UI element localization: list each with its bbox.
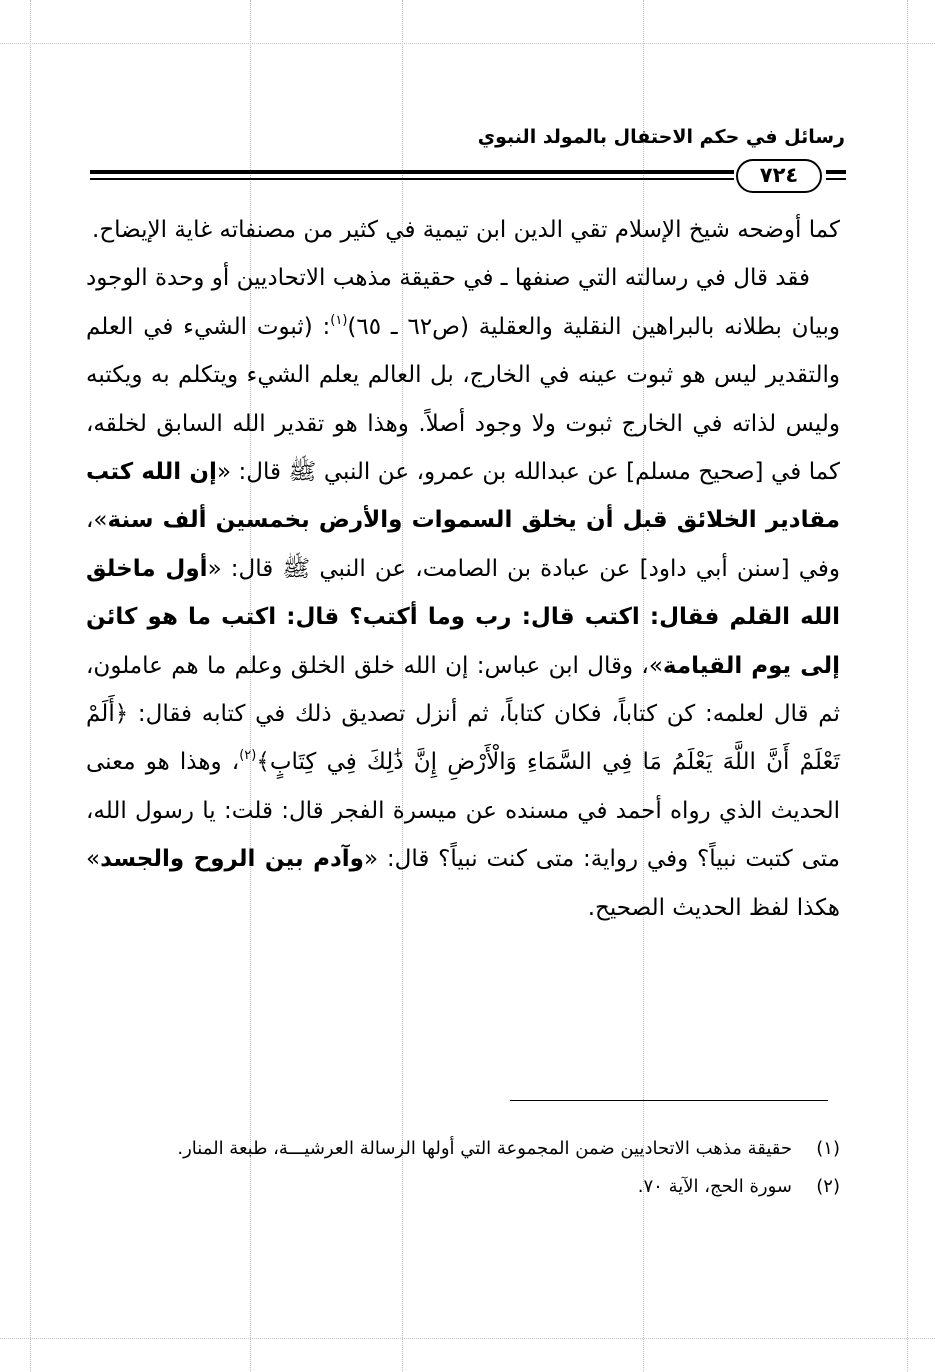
footnote-1 xyxy=(86,1130,840,1168)
header-rule-thin xyxy=(90,178,734,180)
paragraph-1: كما أوضحه شيخ الإسلام تقي الدين ابن تيمية في كثير من مصنفاته غاية الإيضاح. xyxy=(92,217,840,243)
header-rule-thick xyxy=(90,170,734,174)
footnote-number: (١) xyxy=(816,1138,840,1159)
footnote-ref-2: (٢) xyxy=(239,748,257,764)
scan-guide-line xyxy=(0,43,935,44)
hadith-quote-1: إن الله كتب مقادير الخلائق قبل أن يخلق السموات والأرض بخمسين ألف سنة xyxy=(86,459,840,534)
footnote-ref-1: (١) xyxy=(330,312,348,328)
footnote-2 xyxy=(86,1168,840,1206)
footnote-number: (٢) xyxy=(816,1176,840,1197)
running-header-title: رسائل في حكم الاحتفال بالمولد النبوي xyxy=(477,126,845,148)
scan-guide-line xyxy=(30,0,31,1372)
scan-guide-line xyxy=(907,0,908,1372)
header-rule-thin-end xyxy=(826,178,846,180)
footnote-separator xyxy=(510,1100,828,1101)
text-segment: : (ثبوت الشيء في العلم والتقدير ليس هو ثبوت عينه في الخارج، بل العالم يعلم الشيء ويتكلم به ويكتبه وليس لذاته في الخارج ثبوت ولا وجود أصلاً. وهذا هو تقدير الله السابق لخلقه، كما في [صحيح مسلم] عن عبدالله بن عمرو، عن النبي ﷺ قال: « xyxy=(86,313,841,486)
footnote-text: حقيقة مذهب الاتحاديين ضمن المجموعة التي أولها الرسالة العرشيـــة، طبعة المنار. xyxy=(177,1138,792,1159)
text-segment: ، وهذا هو معنى الحديث الذي رواه أحمد في مسنده عن ميسرة الفجر قال: قلت: يا رسول الله، متى كتبت نبياً؟ وفي رواية: متى كنت نبياً؟ قال: « xyxy=(86,749,841,873)
text-segment: »، وفي [سنن أبي داود] عن عبادة بن الصامت، عن النبي ﷺ قال: « xyxy=(86,507,840,582)
hadith-quote-2: أول ماخلق الله القلم فقال: اكتب قال: رب وما أكتب؟ قال: اكتب ما هو كائن إلى يوم القيامة xyxy=(86,555,840,679)
page-number: ٧٢٤ xyxy=(736,159,822,193)
hadith-quote-3: وآدم بين الروح والجسد xyxy=(100,846,364,873)
header-rule-thick-end xyxy=(826,170,846,174)
body-text xyxy=(86,206,840,932)
paragraph-2 xyxy=(86,254,840,932)
text-segment: فقد قال في رسالته التي صنفها ـ في حقيقة مذهب الاتحاديين أو وحدة الوجود وبيان بطلانه بالبراهين النقلية والعقلية (ص٦٢ ـ ٦٥) xyxy=(86,265,840,340)
text-segment: »، وقال ابن عباس: إن الله خلق الخلق وعلم ما هم عاملون، ثم قال لعلمه: كن كتاباً، فكان كتاباً، ثم أنزل تصديق ذلك في كتابه فقال: ﴿أَلَمْ تَعْلَمْ أَنَّ اللَّهَ يَعْلَمُ مَا فِي السَّمَاءِ وَالْأَرْضِ إِنَّ ذَٰلِكَ فِي كِتَابٍ﴾ xyxy=(86,652,841,776)
footnotes xyxy=(86,1130,840,1206)
text-segment: » هكذا لفظ الحديث الصحيح. xyxy=(86,846,840,921)
footnote-text: سورة الحج، الآية ٧٠. xyxy=(637,1176,792,1197)
scan-guide-line xyxy=(0,1338,935,1339)
